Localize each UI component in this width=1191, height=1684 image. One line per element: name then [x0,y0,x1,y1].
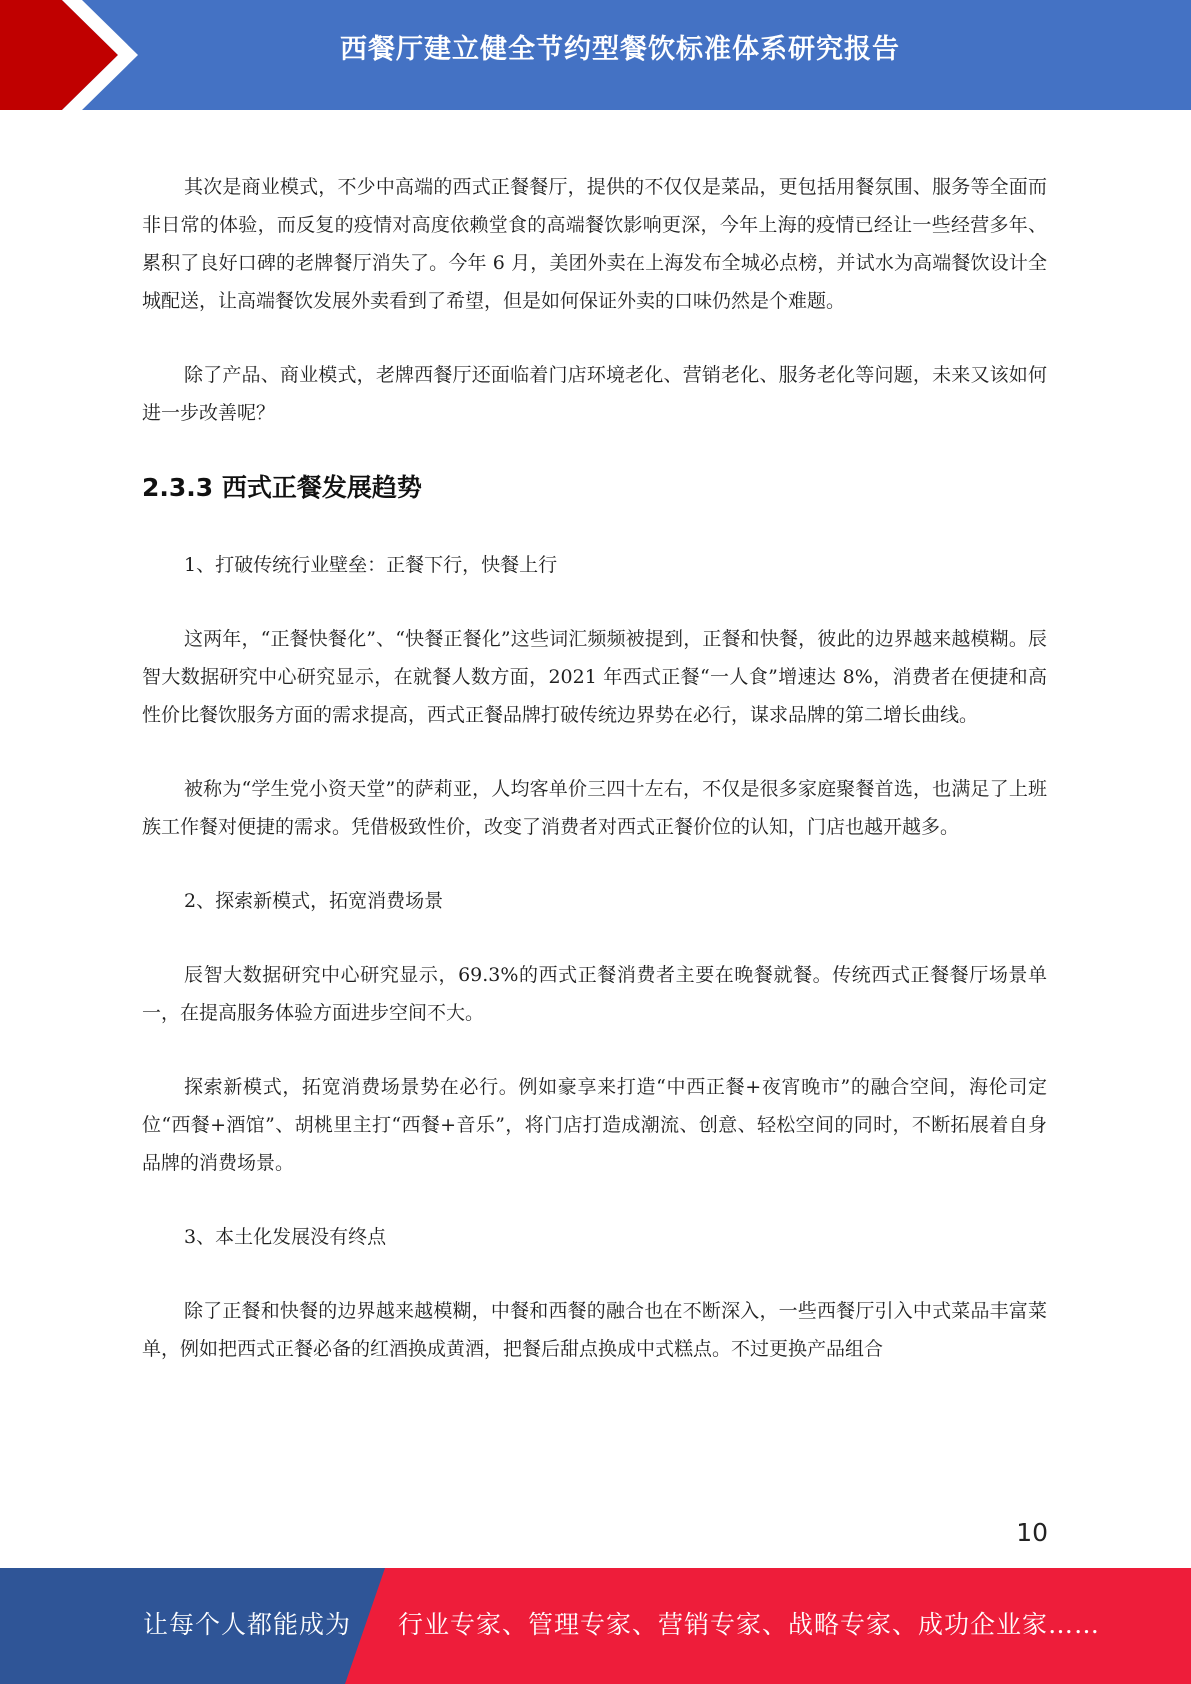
subheading-3: 3、本土化发展没有终点 [184,1226,387,1248]
subheading-1: 1、打破传统行业壁垒：正餐下行，快餐上行 [184,554,558,576]
page-header [0,0,1191,110]
subheading-2: 2、探索新模式，拓宽消费场景 [184,890,444,912]
paragraph-fast-casual: 这两年，“正餐快餐化”、“快餐正餐化”这些词汇频频被提到，正餐和快餐，彼此的边界越来越模糊。辰智大数据研究中心研究显示，在就餐人数方面，2021 年西式正餐“一人食”增速达 8%，消费者在便捷和高性价比餐饮服务方面的需求提高，西式正餐品牌打破传统边界势在必行，谋求品牌的第二增长曲线。 [142,628,1047,726]
paragraph-new-models: 探索新模式，拓宽消费场景势在必行。例如豪享来打造“中西正餐+夜宵晚市”的融合空间，海伦司定位“西餐+酒馆”、胡桃里主打“西餐+音乐”，将门店打造成潮流、创意、轻松空间的同时，不断拓展着自身品牌的消费场景。 [142,1076,1047,1174]
page-number: 10 [1016,1518,1048,1547]
paragraph-dinner-stats: 辰智大数据研究中心研究显示，69.3%的西式正餐消费者主要在晚餐就餐。传统西式正餐餐厅场景单一，在提高服务体验方面进步空间不大。 [142,964,1047,1024]
page-footer [0,1568,1191,1684]
section-heading: 2.3.3 西式正餐发展趋势 [142,473,422,502]
paragraph-saizeriya: 被称为“学生党小资天堂”的萨莉亚，人均客单价三四十左右，不仅是很多家庭聚餐首选，也满足了上班族工作餐对便捷的需求。凭借极致性价，改变了消费者对西式正餐价位的认知，门店也越开越多。 [142,778,1047,838]
paragraph-localization: 除了正餐和快餐的边界越来越模糊，中餐和西餐的融合也在不断深入，一些西餐厅引入中式菜品丰富菜单，例如把西式正餐必备的红酒换成黄酒，把餐后甜点换成中式糕点。不过更换产品组合 [142,1300,1047,1360]
paragraph-business-model: 其次是商业模式，不少中高端的西式正餐餐厅，提供的不仅仅是菜品，更包括用餐氛围、服务等全面而非日常的体验，而反复的疫情对高度依赖堂食的高端餐饮影响更深，今年上海的疫情已经让一些经营多年、累积了良好口碑的老牌餐厅消失了。今年 6 月，美团外卖在上海发布全城必点榜，并试水为高端餐饮设计全城配送，让高端餐饮发展外卖看到了希望，但是如何保证外卖的口味仍然是个难题。 [142,176,1047,312]
paragraph-aging-issues: 除了产品、商业模式，老牌西餐厅还面临着门店环境老化、营销老化、服务老化等问题，未来又该如何进一步改善呢？ [142,364,1047,424]
document-title: 西餐厅建立健全节约型餐饮标准体系研究报告 [340,34,900,65]
footer-slogan-right: 行业专家、管理专家、营销专家、战略专家、成功企业家…… [398,1610,1101,1639]
header-chevron-icon [0,0,160,110]
main-content [142,168,1047,1404]
footer-slogan-left: 让每个人都能成为 [143,1610,352,1639]
